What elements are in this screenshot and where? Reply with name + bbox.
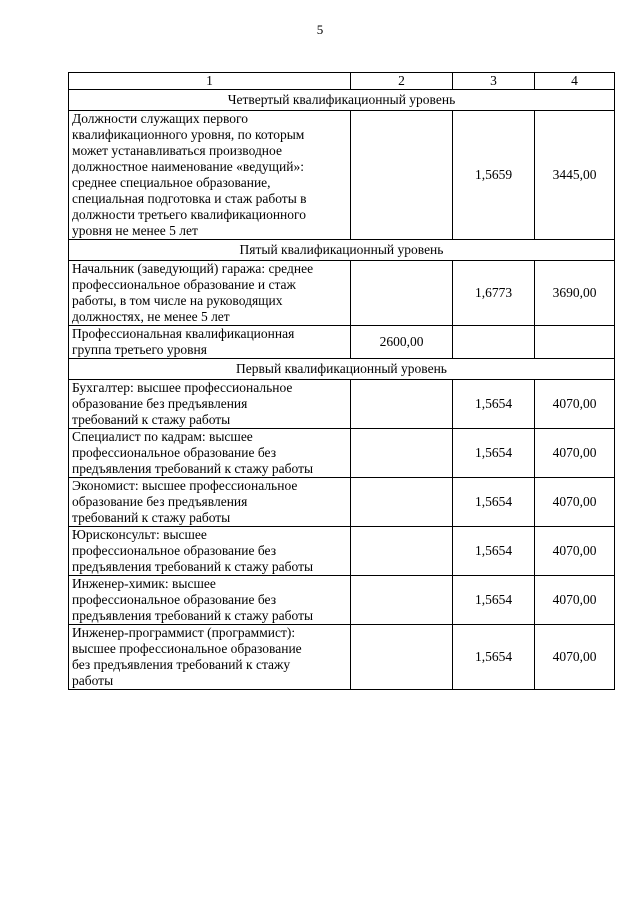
description-line: образование без предъявления bbox=[72, 494, 248, 509]
salary-cell: 4070,00 bbox=[535, 576, 615, 625]
position-description bbox=[69, 261, 351, 326]
description-line: предъявления требований к стажу работы bbox=[72, 461, 314, 476]
column-header: 1 bbox=[69, 73, 351, 90]
table-row bbox=[69, 326, 615, 359]
description-line: без предъявления требований к стажу bbox=[72, 657, 291, 672]
section-title: Первый квалификационный уровень bbox=[69, 359, 615, 380]
column-header: 4 bbox=[535, 73, 615, 90]
table-row bbox=[69, 625, 615, 690]
description-line: должности третьего квалификационного bbox=[72, 207, 306, 222]
base-salary-cell bbox=[351, 527, 453, 576]
description-line: группа третьего уровня bbox=[72, 342, 207, 357]
description-line: квалификационного уровня, по которым bbox=[72, 127, 305, 142]
position-description bbox=[69, 111, 351, 240]
description-line: Специалист по кадрам: высшее bbox=[72, 429, 253, 444]
description-line: среднее специальное образование, bbox=[72, 175, 271, 190]
coefficient-cell: 1,5659 bbox=[453, 111, 535, 240]
description-line: требований к стажу работы bbox=[72, 510, 231, 525]
table-row bbox=[69, 429, 615, 478]
coefficient-cell: 1,5654 bbox=[453, 429, 535, 478]
description-line: работы bbox=[72, 673, 114, 688]
salary-cell: 4070,00 bbox=[535, 527, 615, 576]
description-line: Инженер-химик: высшее bbox=[72, 576, 216, 591]
base-salary-cell bbox=[351, 429, 453, 478]
description-line: требований к стажу работы bbox=[72, 412, 231, 427]
description-line: Экономист: высшее профессиональное bbox=[72, 478, 298, 493]
description-line: Бухгалтер: высшее профессиональное bbox=[72, 380, 293, 395]
position-description bbox=[69, 478, 351, 527]
salary-cell: 4070,00 bbox=[535, 478, 615, 527]
position-description bbox=[69, 625, 351, 690]
table-row bbox=[69, 478, 615, 527]
description-line: может устанавливаться производное bbox=[72, 143, 282, 158]
description-line: Инженер-программист (программист): bbox=[72, 625, 296, 640]
column-header: 3 bbox=[453, 73, 535, 90]
page-number: 5 bbox=[316, 22, 324, 37]
table-row bbox=[69, 111, 615, 240]
salary-cell: 4070,00 bbox=[535, 380, 615, 429]
description-line: профессиональное образование без bbox=[72, 445, 277, 460]
table-row bbox=[69, 576, 615, 625]
salary-cell: 4070,00 bbox=[535, 625, 615, 690]
position-description bbox=[69, 576, 351, 625]
salary-cell: 3445,00 bbox=[535, 111, 615, 240]
description-line: уровня не менее 5 лет bbox=[72, 223, 198, 238]
column-header: 2 bbox=[351, 73, 453, 90]
description-line: должностях, не менее 5 лет bbox=[72, 309, 230, 324]
coefficient-cell: 1,5654 bbox=[453, 478, 535, 527]
coefficient-cell: 1,5654 bbox=[453, 576, 535, 625]
description-line: профессиональное образование без bbox=[72, 592, 277, 607]
description-line: предъявления требований к стажу работы bbox=[72, 559, 314, 574]
salary-cell: 4070,00 bbox=[535, 429, 615, 478]
coefficient-cell: 1,5654 bbox=[453, 380, 535, 429]
description-line: высшее профессиональное образование bbox=[72, 641, 302, 656]
table-header-row bbox=[69, 73, 615, 90]
salary-cell: 3690,00 bbox=[535, 261, 615, 326]
description-line: Профессиональная квалификационная bbox=[72, 326, 295, 341]
coefficient-cell: 1,5654 bbox=[453, 527, 535, 576]
description-line: Должности служащих первого bbox=[72, 111, 248, 126]
base-salary-cell bbox=[351, 478, 453, 527]
position-description bbox=[69, 527, 351, 576]
position-description bbox=[69, 326, 351, 359]
coefficient-cell bbox=[453, 326, 535, 359]
base-salary-cell bbox=[351, 111, 453, 240]
coefficient-cell: 1,5654 bbox=[453, 625, 535, 690]
description-line: Начальник (заведующий) гаража: среднее bbox=[72, 261, 314, 276]
table-row bbox=[69, 527, 615, 576]
position-description bbox=[69, 429, 351, 478]
salary-cell bbox=[535, 326, 615, 359]
table-row bbox=[69, 261, 615, 326]
base-salary-cell bbox=[351, 625, 453, 690]
section-title: Пятый квалификационный уровень bbox=[69, 240, 615, 261]
base-salary-cell bbox=[351, 576, 453, 625]
salary-table bbox=[68, 72, 615, 690]
section-title: Четвертый квалификационный уровень bbox=[69, 90, 615, 111]
coefficient-cell: 1,6773 bbox=[453, 261, 535, 326]
description-line: специальная подготовка и стаж работы в bbox=[72, 191, 307, 206]
base-salary-cell bbox=[351, 380, 453, 429]
description-line: должностное наименование «ведущий»: bbox=[72, 159, 304, 174]
description-line: Юрисконсульт: высшее bbox=[72, 527, 207, 542]
description-line: образование без предъявления bbox=[72, 396, 248, 411]
description-line: работы, в том числе на руководящих bbox=[72, 293, 283, 308]
table-row bbox=[69, 380, 615, 429]
description-line: профессиональное образование без bbox=[72, 543, 277, 558]
base-salary-cell: 2600,00 bbox=[351, 326, 453, 359]
description-line: предъявления требований к стажу работы bbox=[72, 608, 314, 623]
position-description bbox=[69, 380, 351, 429]
section-header-row bbox=[69, 90, 615, 111]
description-line: профессиональное образование и стаж bbox=[72, 277, 296, 292]
base-salary-cell bbox=[351, 261, 453, 326]
section-header-row bbox=[69, 359, 615, 380]
section-header-row bbox=[69, 240, 615, 261]
